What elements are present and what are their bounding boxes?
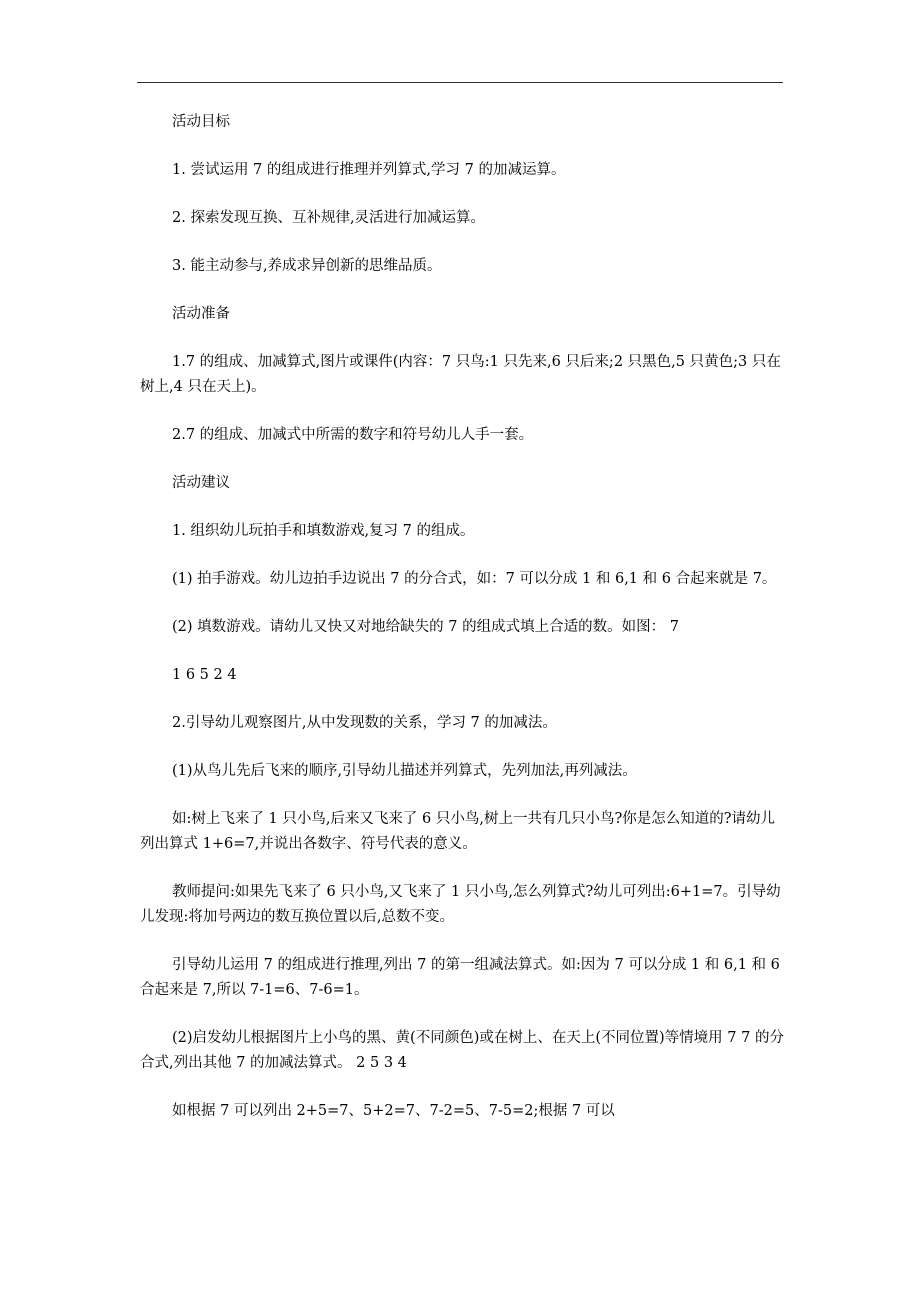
color-position-paragraph: (2)启发幼儿根据图片上小鸟的黑、黄(不同颜色)或在树上、在天上(不同位置)等情境用 7 7 的分合式,列出其他 7 的加减法算式。 2 5 3 4 <box>140 1030 784 1071</box>
goal-item-2: 2. 探索发现互换、互补规律,灵活进行加减运算。 <box>172 210 486 226</box>
teacher-question-paragraph: 教师提问:如果先飞来了 6 只小鸟,又飞来了 1 只小鸟,怎么列算式?幼儿可列出:6+1=7。引导幼儿发现:将加号两边的数互换位置以后,总数不变。 <box>140 884 781 925</box>
subtraction-paragraph: 引导幼儿运用 7 的组成进行推理,列出 7 的第一组减法算式。如:因为 7 可以分成 1 和 6,1 和 6 合起来是 7,所以 7-1=6、7-6=1。 <box>140 957 780 998</box>
section-heading-suggestions: 活动建议 <box>172 475 230 491</box>
example-paragraph: 如:树上飞来了 1 只小鸟,后来又飞来了 6 只小鸟,树上一共有几只小鸟?你是怎么知道的?请幼儿列出算式 1+6=7,并说出各数字、符号代表的意义。 <box>140 811 776 852</box>
number-figure-row: 1 6 5 2 4 <box>172 667 237 683</box>
suggestion-item-2: 2.引导幼儿观察图片,从中发现数的关系，学习 7 的加减法。 <box>172 715 557 731</box>
section-heading-preparation: 活动准备 <box>172 306 230 322</box>
goal-item-1: 1. 尝试运用 7 的组成进行推理并列算式,学习 7 的加减运算。 <box>172 162 566 178</box>
bird-order-paragraph: (1)从鸟儿先后飞来的顺序,引导幼儿描述并列算式，先列加法,再列减法。 <box>172 763 637 779</box>
clapping-game-paragraph: (1) 拍手游戏。幼儿边拍手边说出 7 的分合式，如：7 可以分成 1 和 6,1 和 6 合起来就是 7。 <box>172 571 777 587</box>
number-game-paragraph: (2) 填数游戏。请幼儿又快又对地给缺失的 7 的组成式填上合适的数。如图： 7 <box>172 619 679 635</box>
preparation-item-2: 2.7 的组成、加减式中所需的数字和符号幼儿人手一套。 <box>172 427 534 443</box>
header-rule <box>137 82 783 83</box>
goal-item-3: 3. 能主动参与,养成求异创新的思维品质。 <box>172 258 442 274</box>
document-body <box>140 110 788 1124</box>
preparation-item-1: 1.7 的组成、加减算式,图片或课件(内容：7 只鸟:1 只先来,6 只后来;2 只黑色,5 只黄色;3 只在树上,4 只在天上)。 <box>140 354 781 395</box>
section-heading-goals: 活动目标 <box>172 114 230 130</box>
suggestion-item-1: 1. 组织幼儿玩拍手和填数游戏,复习 7 的组成。 <box>172 523 475 539</box>
final-paragraph: 如根据 7 可以列出 2+5=7、5+2=7、7-2=5、7-5=2;根据 7 可以 <box>172 1103 615 1119</box>
